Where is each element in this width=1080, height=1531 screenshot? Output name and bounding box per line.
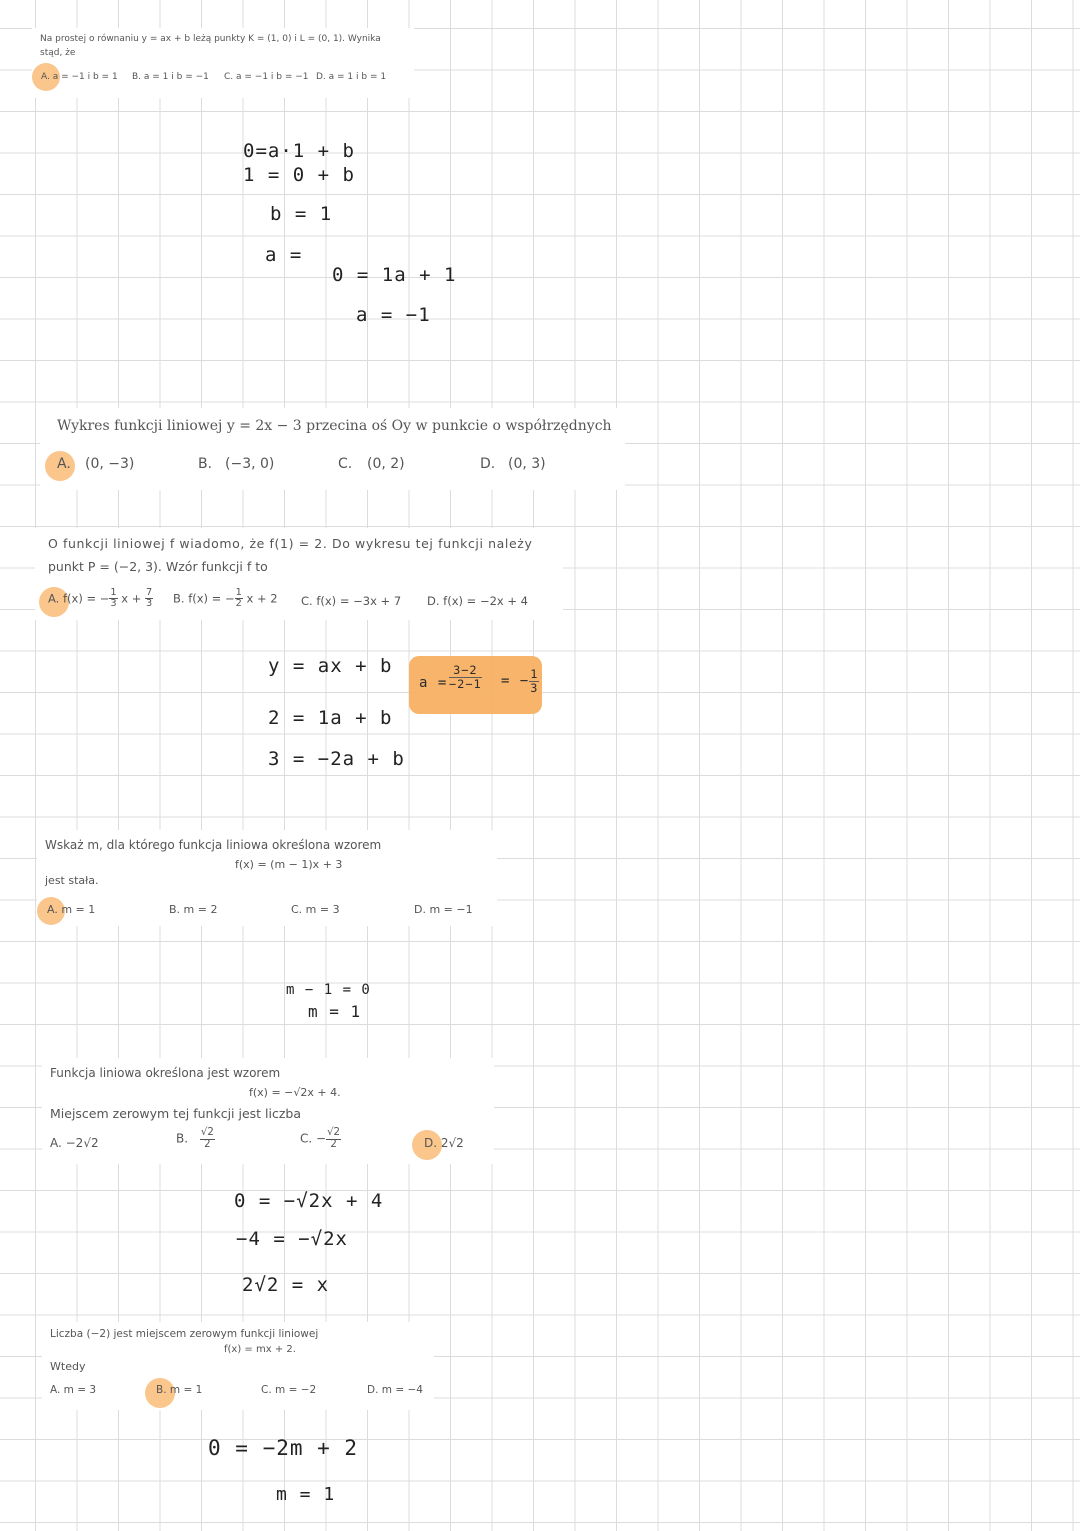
handwriting-q4-line1: m − 1 = 0 <box>286 982 371 998</box>
frac-num: √2 <box>327 1127 341 1138</box>
frac-num: 1 <box>235 587 242 598</box>
fraction <box>109 588 117 610</box>
question-6-option-d[interactable]: D. m = −4 <box>367 1384 423 1396</box>
question-2-option-a-letter[interactable]: A. <box>57 456 71 472</box>
frac-den: 3 <box>530 680 539 695</box>
frac-den: −2−1 <box>449 676 482 691</box>
frac-den: 3 <box>146 598 153 610</box>
slope-result-eq: = − <box>501 673 530 689</box>
question-2-card <box>40 408 625 490</box>
slope-result <box>501 668 539 694</box>
frac-den: 2 <box>330 1138 337 1150</box>
question-4-text-line1: Wskaż m, dla którego funkcja liniowa określona wzorem <box>45 838 382 852</box>
fraction <box>235 588 243 610</box>
handwriting-q1-line3: b = 1 <box>270 203 333 225</box>
handwriting-q5-line2: −4 = −√2x <box>236 1228 348 1250</box>
handwriting-q6-line2: m = 1 <box>276 1484 336 1505</box>
question-4-option-b[interactable]: B. m = 2 <box>169 903 218 916</box>
question-4-card <box>37 830 497 926</box>
question-5-formula: f(x) = −√2x + 4. <box>249 1086 341 1099</box>
fraction <box>529 668 539 694</box>
question-1-option-d[interactable]: D. a = 1 i b = 1 <box>316 72 387 82</box>
option-a-prefix: A. f(x) = − <box>48 591 110 606</box>
handwriting-q1-line6: a = −1 <box>356 304 431 326</box>
question-2-option-a[interactable]: (0, −3) <box>85 456 135 472</box>
handwriting-q1-line5: 0 = 1a + 1 <box>332 264 457 286</box>
question-3-option-a[interactable] <box>48 588 153 610</box>
frac-num: 1 <box>110 587 117 598</box>
handwriting-q1-line2: 1 = 0 + b <box>243 164 355 186</box>
question-5-option-b[interactable] <box>176 1128 215 1150</box>
question-5-text-line2: Miejscem zerowym tej funkcji jest liczba <box>50 1106 302 1121</box>
question-3-text-line1: O funkcji liniowej f wiadomo, że f(1) = 2. Do wykresu tej funkcji należy <box>48 536 533 551</box>
question-5-option-d[interactable]: D. 2√2 <box>424 1136 464 1150</box>
option-c-letter: C. − <box>300 1131 327 1146</box>
fraction <box>200 1128 215 1150</box>
question-4-option-d[interactable]: D. m = −1 <box>414 903 473 916</box>
question-3-option-c[interactable]: C. f(x) = −3x + 7 <box>301 594 402 608</box>
fraction <box>449 664 482 690</box>
slope-highlight-box <box>409 656 542 714</box>
question-2-option-b-letter[interactable]: B. <box>198 456 213 472</box>
frac-den: 2 <box>204 1138 211 1150</box>
question-2-option-c-letter[interactable]: C. <box>338 456 353 472</box>
frac-num: √2 <box>200 1127 214 1138</box>
option-b-prefix: B. f(x) = − <box>173 591 235 606</box>
question-6-option-b[interactable]: B. m = 1 <box>156 1384 203 1396</box>
question-1-text-line2: stąd, że <box>40 48 76 58</box>
question-2-option-d-letter[interactable]: D. <box>480 456 496 472</box>
question-3-option-b[interactable] <box>173 588 278 610</box>
question-5-option-a[interactable]: A. −2√2 <box>50 1136 99 1150</box>
question-1-card <box>32 28 414 98</box>
option-b-suffix: x + 2 <box>246 591 278 606</box>
handwriting-q4-line2: m = 1 <box>308 1002 362 1021</box>
frac-num: 1 <box>530 667 539 681</box>
handwriting-q5-line3: 2√2 = x <box>242 1274 330 1296</box>
question-3-option-d[interactable]: D. f(x) = −2x + 4 <box>427 594 528 608</box>
handwriting-q5-line1: 0 = −√2x + 4 <box>234 1190 384 1212</box>
slope-label: a = <box>419 675 448 691</box>
question-1-option-b[interactable]: B. a = 1 i b = −1 <box>132 72 209 82</box>
frac-den: 2 <box>235 598 242 610</box>
handwriting-q1-line1: 0=a·1 + b <box>243 140 355 162</box>
question-5-option-c[interactable] <box>300 1128 341 1150</box>
question-6-formula: f(x) = mx + 2. <box>224 1344 296 1355</box>
question-4-option-c[interactable]: C. m = 3 <box>291 903 340 916</box>
question-2-option-d[interactable]: (0, 3) <box>508 456 546 472</box>
slope-fraction <box>449 664 482 690</box>
question-3-text-line2: punkt P = (−2, 3). Wzór funkcji f to <box>48 559 268 574</box>
question-1-option-a[interactable]: A. a = −1 i b = 1 <box>41 72 118 82</box>
handwriting-q3-line1: y = ax + b <box>268 655 393 677</box>
question-2-text: Wykres funkcji liniowej y = 2x − 3 przecina oś Oy w punkcie o współrzędnych <box>57 418 612 434</box>
fraction <box>145 588 153 610</box>
option-b-letter: B. <box>176 1131 189 1146</box>
handwriting-q6-line1: 0 = −2m + 2 <box>208 1436 359 1460</box>
question-4-option-a[interactable]: A. m = 1 <box>47 903 96 916</box>
question-6-option-a[interactable]: A. m = 3 <box>50 1384 97 1396</box>
question-1-text-line1: Na prostej o równaniu y = ax + b leżą punkty K = (1, 0) i L = (0, 1). Wynika <box>40 34 381 44</box>
question-3-card <box>35 528 563 620</box>
fraction <box>326 1128 341 1150</box>
question-6-text-line2: Wtedy <box>50 1360 86 1373</box>
question-1-option-c[interactable]: C. a = −1 i b = −1 <box>224 72 309 82</box>
question-4-formula: f(x) = (m − 1)x + 3 <box>235 858 343 871</box>
question-6-option-c[interactable]: C. m = −2 <box>261 1384 317 1396</box>
question-6-text-line1: Liczba (−2) jest miejscem zerowym funkcji liniowej <box>50 1328 319 1340</box>
handwriting-q3-line3: 3 = −2a + b <box>268 748 405 770</box>
handwriting-q3-line2: 2 = 1a + b <box>268 707 393 729</box>
handwriting-q1-line4: a = <box>265 244 303 266</box>
question-2-option-c[interactable]: (0, 2) <box>367 456 405 472</box>
frac-num: 7 <box>146 587 153 598</box>
question-4-text-line2: jest stała. <box>45 874 99 887</box>
frac-den: 3 <box>110 598 117 610</box>
question-5-text-line1: Funkcja liniowa określona jest wzorem <box>50 1066 281 1080</box>
question-6-card <box>42 1322 434 1410</box>
question-5-card <box>42 1058 494 1164</box>
option-a-mid: x + <box>121 591 142 606</box>
question-2-option-b[interactable]: (−3, 0) <box>225 456 275 472</box>
frac-num: 3−2 <box>449 664 482 678</box>
